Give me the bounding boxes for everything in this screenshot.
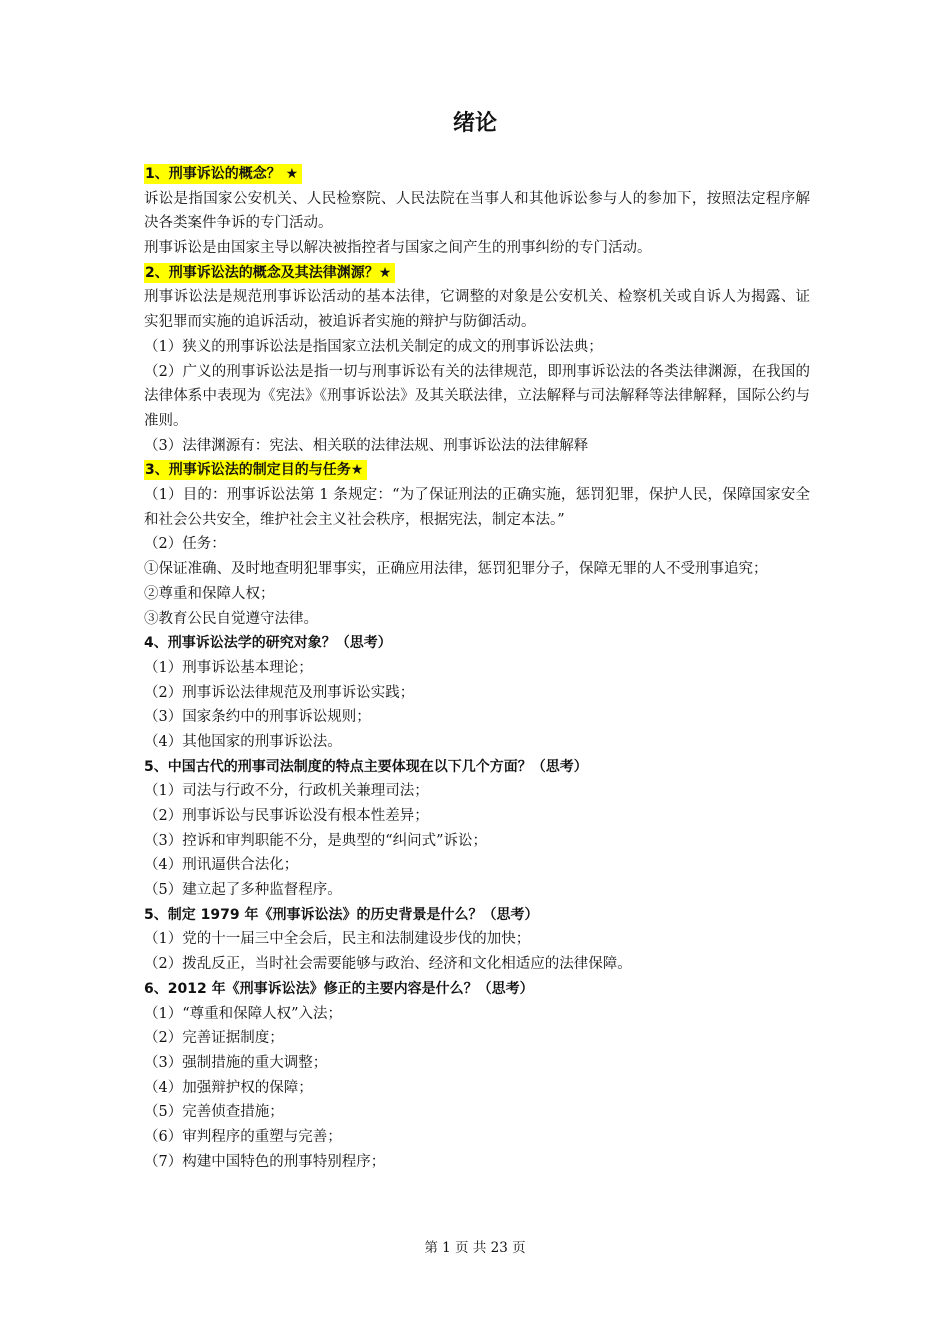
highlighted-heading-text: 3、刑事诉讼法的制定目的与任务★	[144, 460, 367, 480]
list-item: （4）其他国家的刑事诉讼法。	[144, 733, 342, 750]
list-item: （2）刑事诉讼与民事诉讼没有根本性差异；	[144, 808, 429, 825]
list-item: （4）刑讯逼供合法化；	[144, 857, 299, 874]
highlighted-heading-text: 2、刑事诉讼法的概念及其法律渊源？★	[144, 263, 395, 283]
list-item: （1）狭义的刑事诉讼法是指国家立法机关制定的成文的刑事诉讼法典；	[144, 338, 603, 355]
list-item: （5）建立起了多种监督程序。	[144, 882, 342, 899]
list-item: （3）法律渊源有：宪法、相关联的法律法规、刑事诉讼法的法律解释	[144, 437, 589, 454]
section-heading	[144, 977, 810, 1002]
list-item: （2）拨乱反正，当时社会需要能够与政治、经济和文化相适应的法律保障。	[144, 956, 632, 973]
paragraph: 诉讼是指国家公安机关、人民检察院、人民法院在当事人和其他诉讼参与人的参加下，按照法定程序解决各类案件争诉的专门活动。	[144, 190, 810, 232]
list-item: （3）国家条约中的刑事诉讼规则；	[144, 709, 371, 726]
section-heading	[144, 755, 810, 780]
document-body	[144, 162, 810, 1174]
list-item: ③教育公民自觉遵守法律。	[144, 610, 318, 627]
list-item: ①保证准确、及时地查明犯罪事实，正确应用法律，惩罚犯罪分子，保障无罪的人不受刑事追究；	[144, 561, 768, 578]
section-heading	[144, 458, 810, 483]
heading-text: 6、2012 年《刑事诉讼法》修正的主要内容是什么？（思考）	[144, 980, 534, 997]
page-title: 绪论	[452, 111, 497, 136]
list-item: （6）审判程序的重塑与完善；	[144, 1128, 342, 1145]
highlighted-heading-text: 1、刑事诉讼的概念？ ★	[144, 164, 302, 184]
section-heading	[144, 261, 810, 286]
heading-text: 4、刑事诉讼法学的研究对象？（思考）	[144, 635, 392, 652]
list-item: （1）党的十一届三中全会后，民主和法制建设步伐的加快；	[144, 931, 531, 948]
section-heading	[144, 903, 810, 928]
section-heading	[144, 162, 810, 187]
list-item: （7）构建中国特色的刑事特别程序；	[144, 1153, 386, 1170]
heading-text: 5、中国古代的刑事司法制度的特点主要体现在以下几个方面？（思考）	[144, 758, 588, 775]
list-item: （1）目的：刑事诉讼法第 1 条规定：“为了保证刑法的正确实施，惩罚犯罪，保护人民，保障国家安全和社会公共安全，维护社会主义社会秩序，根据宪法，制定本法。”	[144, 487, 810, 528]
list-item: （5）完善侦查措施；	[144, 1104, 284, 1121]
list-item: （2）完善证据制度；	[144, 1030, 284, 1047]
list-item: （2）广义的刑事诉讼法是指一切与刑事诉讼有关的法律规范，即刑事诉讼法的各类法律渊源，在我国的法律体系中表现为《宪法》《刑事诉讼法》及其关联法律，立法解释与司法解释等法律解释，国际公约与准则。	[144, 363, 810, 429]
page-footer: 第 1 页 共 23 页	[424, 1240, 526, 1256]
list-item: （1）司法与行政不分，行政机关兼理司法；	[144, 783, 429, 800]
list-item: （2）任务：	[144, 536, 226, 553]
heading-text: 5、制定 1979 年《刑事诉讼法》的历史背景是什么？（思考）	[144, 906, 539, 923]
list-item: （4）加强辩护权的保障；	[144, 1079, 313, 1096]
list-item: ②尊重和保障人权；	[144, 585, 275, 602]
list-item: （3）控诉和审判职能不分，是典型的“纠问式”诉讼；	[144, 832, 488, 849]
paragraph: 刑事诉讼是由国家主导以解决被指控者与国家之间产生的刑事纠纷的专门活动。	[144, 240, 652, 257]
paragraph: 刑事诉讼法是规范刑事诉讼活动的基本法律，它调整的对象是公安机关、检察机关或自诉人为揭露、证实犯罪而实施的追诉活动，被追诉者实施的辩护与防御活动。	[144, 289, 810, 331]
list-item: （3）强制措施的重大调整；	[144, 1054, 328, 1071]
list-item: （1）刑事诉讼基本理论；	[144, 659, 313, 676]
list-item: （2）刑事诉讼法律规范及刑事诉讼实践；	[144, 684, 415, 701]
section-heading	[144, 631, 810, 656]
list-item: （1）“尊重和保障人权”入法；	[144, 1005, 343, 1022]
